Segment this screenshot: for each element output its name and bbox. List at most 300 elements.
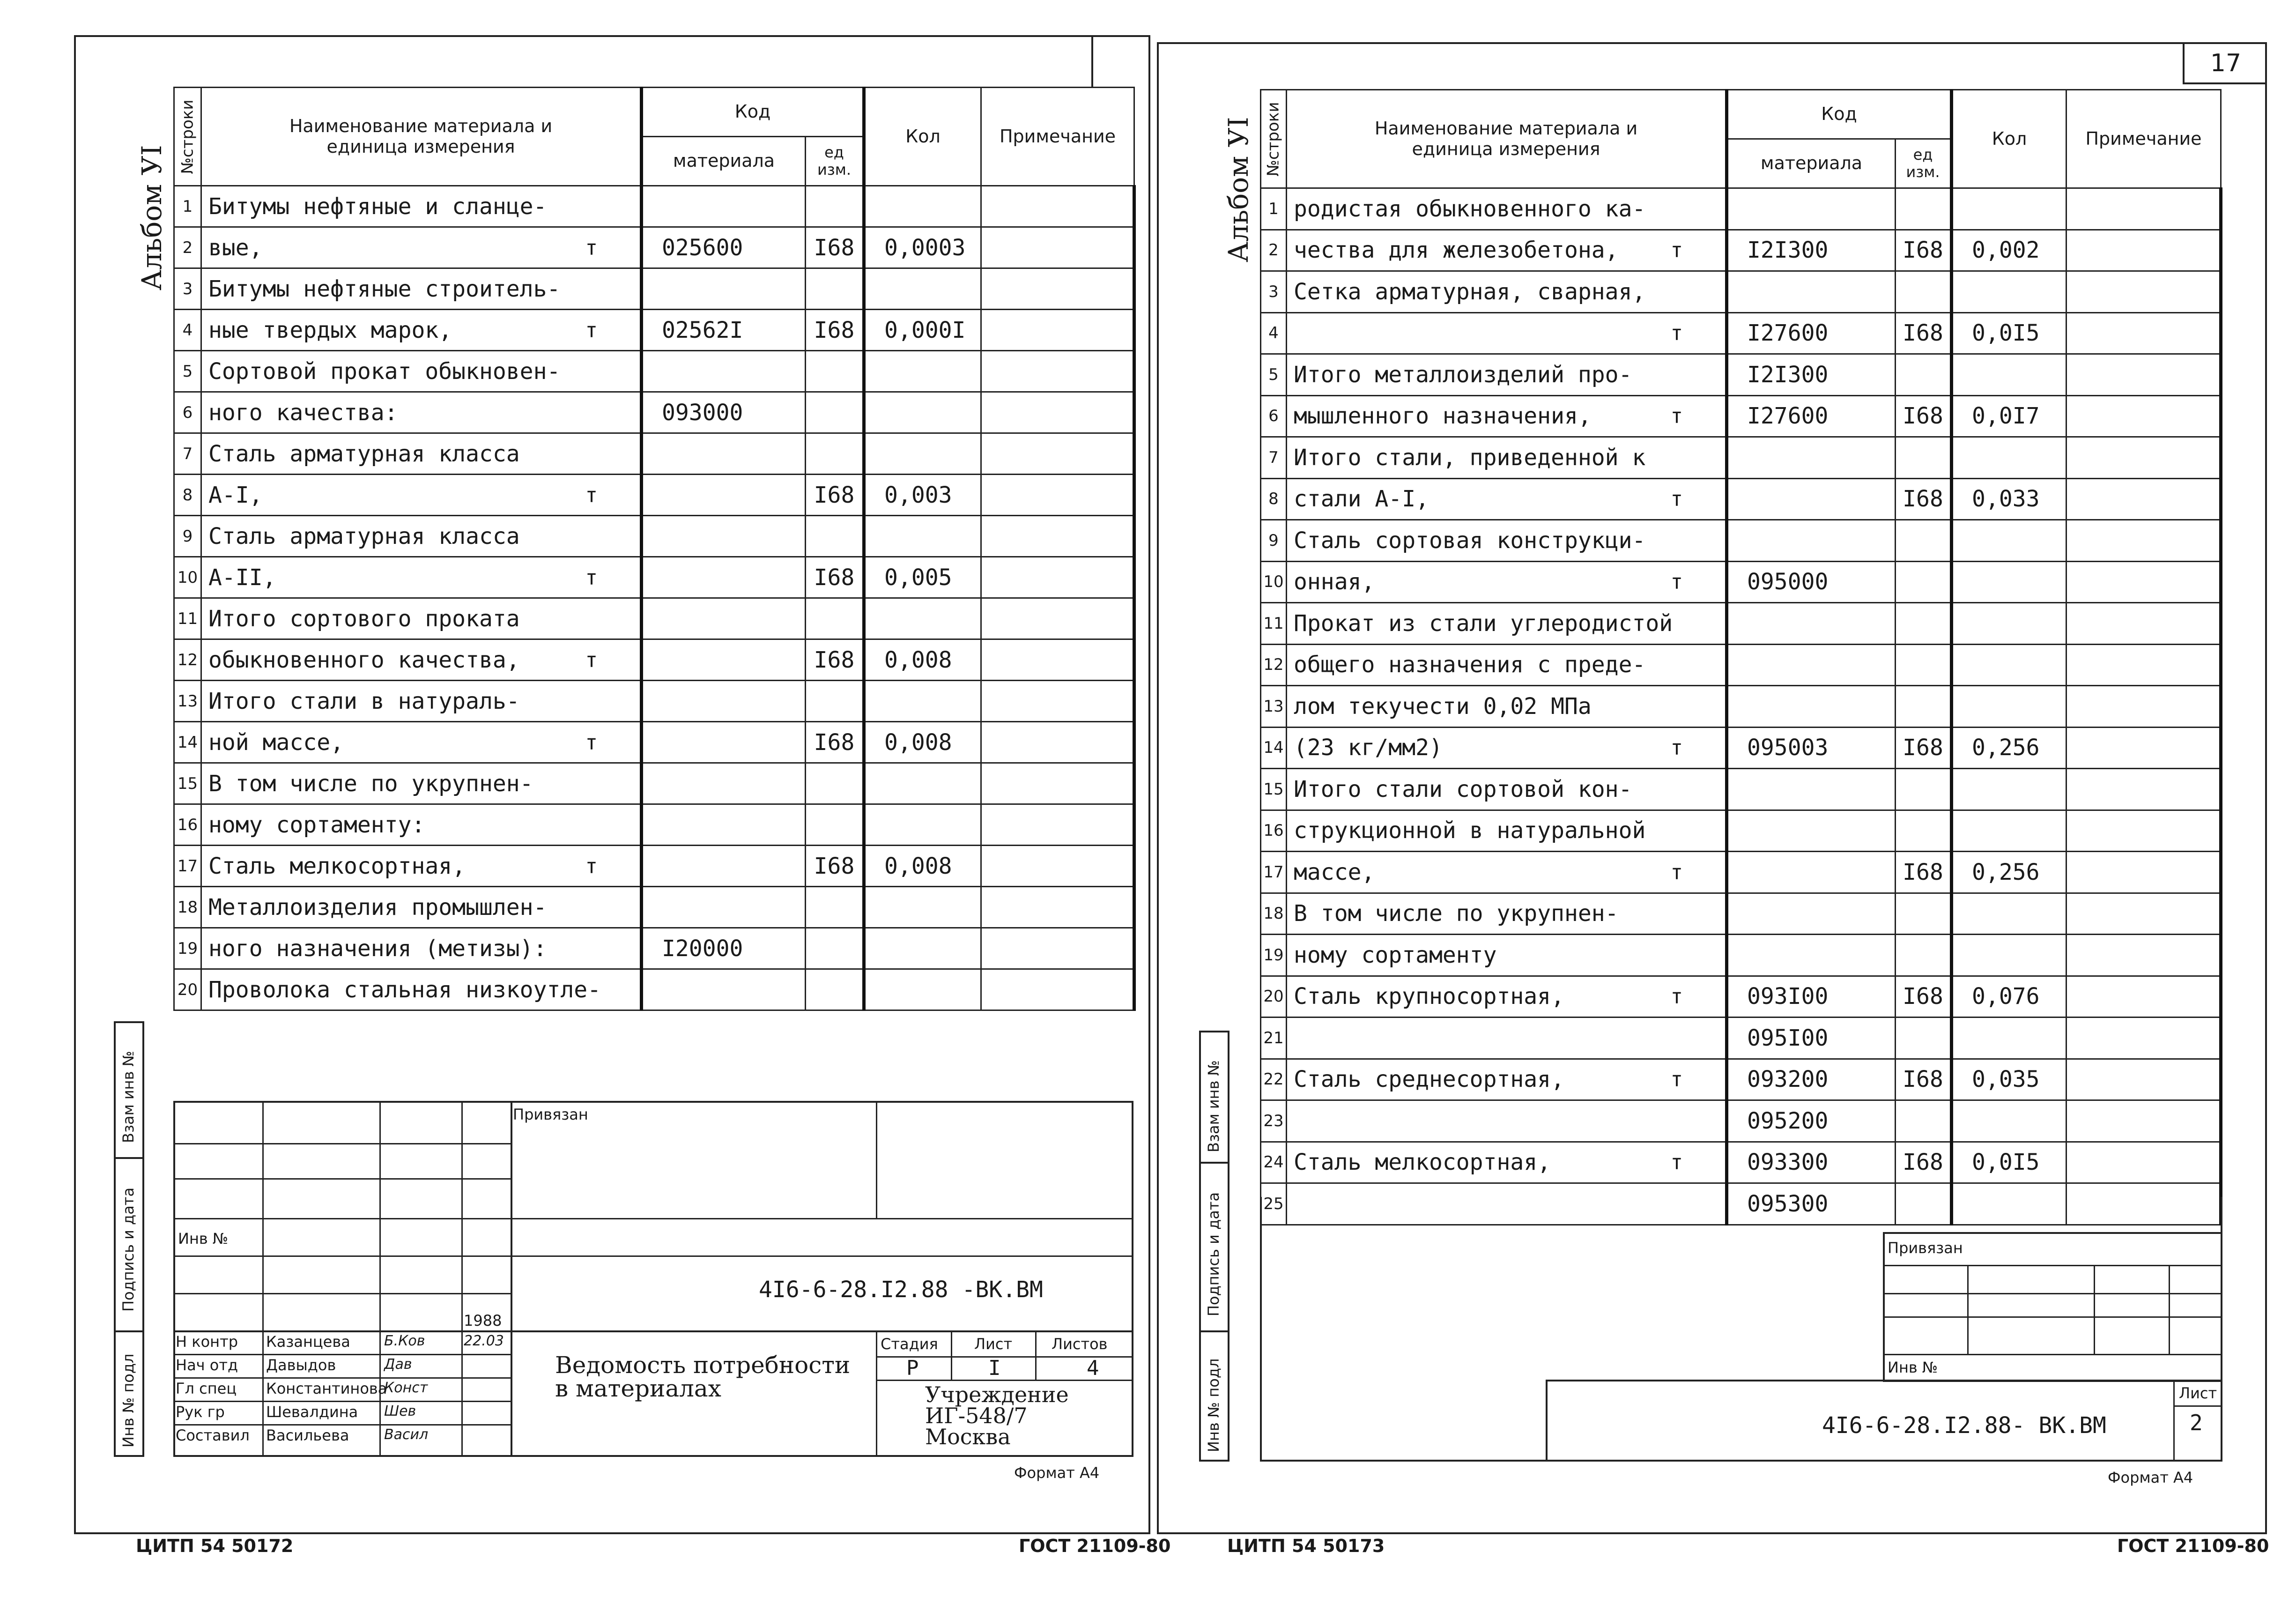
table-row (1261, 312, 2221, 354)
quantity (1952, 893, 2066, 935)
note (981, 598, 1134, 639)
row-number: 15 (174, 763, 201, 804)
material-name (201, 763, 642, 804)
note (2066, 354, 2221, 396)
signature: Б.Ков (384, 1333, 425, 1349)
row-number: 17 (174, 846, 201, 887)
unit-code (1896, 561, 1952, 603)
material-name (1287, 644, 1727, 686)
unit-code: I68 (1896, 1059, 1952, 1100)
listov-label: Листов (1052, 1335, 1108, 1353)
material-code (642, 722, 806, 763)
material-code (642, 475, 806, 516)
divider (1199, 1162, 1229, 1164)
header-name: Наименование материала и единица измерения (201, 88, 642, 186)
row-number: 13 (1261, 686, 1287, 728)
header-material: материала (1727, 139, 1896, 188)
quantity (1952, 354, 2066, 396)
material-code: 093000 (642, 392, 806, 433)
material-code (642, 887, 806, 928)
table-row (174, 186, 1134, 227)
note (981, 887, 1134, 928)
note (2066, 893, 2221, 935)
quantity (1952, 188, 2066, 230)
table-row (1261, 478, 2221, 520)
quantity (864, 516, 981, 557)
material-name-text: Сталь арматурная класса (208, 440, 520, 467)
row-number: 20 (174, 969, 201, 1010)
page-number: 17 (2183, 42, 2267, 84)
role-label: Составил (176, 1426, 250, 1444)
unit-code: I68 (806, 475, 864, 516)
quantity (864, 351, 981, 392)
material-code (642, 557, 806, 598)
person-name: Шевалдина (266, 1403, 358, 1421)
quantity (1952, 561, 2066, 603)
row-number: 4 (174, 310, 201, 351)
stadia-value: Р (906, 1356, 919, 1380)
material-name-text: Сталь крупносортная, (1294, 983, 1564, 1010)
table-row (174, 681, 1134, 722)
material-code: 02562I (642, 310, 806, 351)
material-name (1287, 1017, 1727, 1059)
material-name (1287, 603, 1727, 645)
material-code: 093200 (1727, 1059, 1896, 1100)
header-note: Примечание (2066, 90, 2221, 188)
quantity: 0,035 (1952, 1059, 2066, 1100)
table-row (1261, 520, 2221, 562)
unit-code (806, 681, 864, 722)
material-name-text: ному сортаменту (1294, 942, 1497, 968)
table-row (1261, 727, 2221, 769)
material-name (201, 351, 642, 392)
row-number: 6 (174, 392, 201, 433)
right-material-table (1260, 89, 2222, 1225)
unit-code: I68 (1896, 1142, 1952, 1183)
material-code: 095300 (1727, 1183, 1896, 1225)
role-label: Гл спец (176, 1380, 237, 1397)
divider (173, 1424, 511, 1426)
note (981, 639, 1134, 681)
quantity (864, 598, 981, 639)
list-value: 2 (2190, 1410, 2203, 1435)
divider (173, 1377, 511, 1379)
material-code (642, 351, 806, 392)
divider (2173, 1405, 2222, 1407)
note (2066, 603, 2221, 645)
material-name-text: общего назначения с преде- (1294, 652, 1646, 678)
material-name (201, 928, 642, 969)
note (981, 763, 1134, 804)
quantity (1952, 644, 2066, 686)
material-name (201, 227, 642, 268)
date: 22.03 (464, 1333, 504, 1349)
unit-code (1896, 354, 1952, 396)
unit-label: т (1670, 1150, 1683, 1174)
signature: Дав (384, 1356, 412, 1373)
table-row (174, 516, 1134, 557)
material-name (1287, 727, 1727, 769)
row-number: 18 (174, 887, 201, 928)
material-name (1287, 893, 1727, 935)
unit-code (1896, 1100, 1952, 1142)
divider (951, 1330, 952, 1380)
header-code: Код (1727, 90, 1952, 139)
header-code: Код (642, 88, 864, 137)
material-code: 095I00 (1727, 1017, 1896, 1059)
note (2066, 271, 2221, 313)
unit-label: т (1670, 860, 1683, 884)
unit-label: т (1670, 570, 1683, 594)
note (2066, 1100, 2221, 1142)
divider (511, 1101, 512, 1457)
material-name-text: стали А-I, (1294, 486, 1429, 512)
format-label: Формат А4 (2108, 1469, 2193, 1486)
row-number: 13 (174, 681, 201, 722)
row-number: 9 (1261, 520, 1287, 562)
material-code (1727, 520, 1896, 562)
divider (173, 1255, 1133, 1257)
material-code (642, 516, 806, 557)
side-label-podpis: Подпись и дата (1205, 1192, 1222, 1316)
divider (876, 1101, 877, 1218)
quantity: 0,002 (1952, 230, 2066, 271)
table-row (1261, 561, 2221, 603)
quantity: 0,008 (864, 639, 981, 681)
row-number: 12 (1261, 644, 1287, 686)
row-number: 22 (1261, 1059, 1287, 1100)
unit-code: I68 (806, 639, 864, 681)
table-row (174, 928, 1134, 969)
material-name (201, 681, 642, 722)
unit-label: т (585, 648, 598, 672)
material-name (1287, 395, 1727, 437)
material-code: I20000 (642, 928, 806, 969)
note (981, 969, 1134, 1010)
unit-code (1896, 271, 1952, 313)
header-unit: ед изм. (806, 137, 864, 186)
table-row (174, 639, 1134, 681)
unit-code (806, 598, 864, 639)
material-name-text: ного качества: (208, 399, 398, 426)
divider (1883, 1316, 2222, 1318)
row-number: 5 (174, 351, 201, 392)
table-row (174, 846, 1134, 887)
note (2066, 810, 2221, 852)
note (2066, 769, 2221, 810)
unit-code (1896, 603, 1952, 645)
header-name: Наименование материала и единица измерения (1287, 90, 1727, 188)
unit-code: I68 (806, 227, 864, 268)
role-label: Н контр (176, 1333, 238, 1351)
role-label: Рук гр (176, 1403, 225, 1421)
material-name (201, 804, 642, 846)
material-name (1287, 230, 1727, 271)
material-code: I2I300 (1727, 354, 1896, 396)
material-code (1727, 852, 1896, 893)
material-name (201, 722, 642, 763)
quantity (1952, 603, 2066, 645)
org-line-1: Учреждение (925, 1382, 1069, 1407)
table-row (1261, 1142, 2221, 1183)
material-name (201, 516, 642, 557)
material-name-text: ной массе, (208, 729, 344, 756)
quantity (1952, 935, 2066, 976)
header-row-no: №строки (174, 88, 201, 186)
unit-code: I68 (806, 310, 864, 351)
divider (1035, 1330, 1037, 1380)
material-code (642, 804, 806, 846)
table-row (1261, 769, 2221, 810)
row-number: 25 (1261, 1183, 1287, 1225)
side-label-vzam: Взам инв № (1205, 1060, 1222, 1152)
material-name-text: чества для железобетона, (1294, 237, 1619, 264)
album-label-left: Альбом УI (136, 145, 168, 290)
material-code (1727, 810, 1896, 852)
note (2066, 976, 2221, 1017)
quantity (864, 969, 981, 1010)
divider (173, 1218, 1133, 1219)
row-number: 16 (174, 804, 201, 846)
quantity (864, 186, 981, 227)
table-row (1261, 395, 2221, 437)
footer-left-code: ЦИТП 54 50172 (136, 1536, 294, 1556)
material-code (642, 598, 806, 639)
doc-title-1: Ведомость потребности (555, 1352, 851, 1379)
material-name-text: Сетка арматурная, сварная, (1294, 278, 1646, 305)
table-row (174, 268, 1134, 310)
note (2066, 312, 2221, 354)
material-name (1287, 312, 1727, 354)
footer-right-code: ЦИТП 54 50173 (1227, 1536, 1385, 1556)
quantity: 0,0003 (864, 227, 981, 268)
note (2066, 188, 2221, 230)
table-row (174, 433, 1134, 475)
divider (876, 1330, 877, 1457)
note (981, 681, 1134, 722)
material-name (201, 433, 642, 475)
quantity (1952, 686, 2066, 728)
unit-label: т (1670, 1067, 1683, 1092)
unit-code: I68 (1896, 312, 1952, 354)
material-code (1727, 437, 1896, 479)
material-name (1287, 1059, 1727, 1100)
material-name-text: Прокат из стали углеродистой (1294, 610, 1673, 637)
side-label-inv: Инв № подл (119, 1353, 137, 1448)
quantity (1952, 810, 2066, 852)
row-number: 10 (1261, 561, 1287, 603)
note (2066, 561, 2221, 603)
table-row (1261, 271, 2221, 313)
note (2066, 727, 2221, 769)
divider (1883, 1354, 2222, 1355)
material-name (201, 392, 642, 433)
table-row (1261, 810, 2221, 852)
note (2066, 478, 2221, 520)
row-number: 23 (1261, 1100, 1287, 1142)
material-name (1287, 520, 1727, 562)
unit-code (806, 351, 864, 392)
material-name-text: Итого стали, приведенной к (1294, 444, 1646, 471)
note (981, 310, 1134, 351)
quantity: 0,256 (1952, 727, 2066, 769)
note (2066, 437, 2221, 479)
divider (1199, 1330, 1229, 1332)
row-number: 7 (1261, 437, 1287, 479)
row-number: 14 (174, 722, 201, 763)
header-qty: Кол (1952, 90, 2066, 188)
material-name-text: Сортовой прокат обыкновен- (208, 358, 561, 385)
divider (173, 1178, 511, 1180)
person-name: Давыдов (266, 1356, 336, 1374)
material-name (201, 557, 642, 598)
header-material: материала (642, 137, 806, 186)
quantity (1952, 1017, 2066, 1059)
quantity: 0,005 (864, 557, 981, 598)
table-row (1261, 935, 2221, 976)
material-name (201, 846, 642, 887)
table-row (1261, 1100, 2221, 1142)
row-number: 12 (174, 639, 201, 681)
quantity (1952, 769, 2066, 810)
unit-label: т (585, 236, 598, 260)
divider (173, 1354, 511, 1355)
unit-code (806, 268, 864, 310)
doc-code: 4I6-6-28.I2.88 -ВК.ВМ (759, 1277, 1043, 1303)
material-code: 095000 (1727, 561, 1896, 603)
note (981, 722, 1134, 763)
divider (2169, 1265, 2170, 1354)
note (981, 186, 1134, 227)
note (2066, 395, 2221, 437)
row-number: 6 (1261, 395, 1287, 437)
unit-code: I68 (1896, 230, 1952, 271)
material-name-text: А-I, (208, 482, 263, 508)
unit-code (1896, 644, 1952, 686)
divider (1883, 1265, 2222, 1266)
note (981, 846, 1134, 887)
role-label: Нач отд (176, 1356, 238, 1374)
row-number: 18 (1261, 893, 1287, 935)
material-name-text: родистая обыкновенного ка- (1294, 195, 1646, 222)
material-code: 093I00 (1727, 976, 1896, 1017)
material-name-text: онная, (1294, 569, 1375, 595)
doc-title-2: в материалах (555, 1375, 721, 1402)
note (981, 351, 1134, 392)
material-name (201, 186, 642, 227)
row-number: 3 (174, 268, 201, 310)
note (2066, 1059, 2221, 1100)
material-code (1727, 603, 1896, 645)
material-name-text: ного назначения (метизы): (208, 935, 547, 962)
note (981, 557, 1134, 598)
quantity (864, 887, 981, 928)
material-code (1727, 478, 1896, 520)
material-code: I2I300 (1727, 230, 1896, 271)
table-row (1261, 686, 2221, 728)
material-code (642, 186, 806, 227)
unit-code: I68 (806, 846, 864, 887)
unit-code (1896, 810, 1952, 852)
material-name-text: Итого сортового проката (208, 605, 520, 632)
material-name (1287, 852, 1727, 893)
note (2066, 230, 2221, 271)
unit-code: I68 (806, 722, 864, 763)
signature: Конст (384, 1380, 428, 1396)
org-line-3: Москва (925, 1424, 1011, 1449)
material-code (642, 639, 806, 681)
material-code (642, 846, 806, 887)
unit-code (806, 186, 864, 227)
unit-label: т (1670, 321, 1683, 345)
unit-code (806, 392, 864, 433)
row-number: 20 (1261, 976, 1287, 1017)
table-row (174, 887, 1134, 928)
privyazan-label: Привязан (513, 1106, 588, 1123)
quantity (864, 268, 981, 310)
row-number: 1 (1261, 188, 1287, 230)
material-name-text: Сталь среднесортная, (1294, 1066, 1564, 1093)
unit-label: т (1670, 238, 1683, 262)
material-name (1287, 1100, 1727, 1142)
material-code (642, 681, 806, 722)
unit-label: т (1670, 487, 1683, 511)
row-number: 16 (1261, 810, 1287, 852)
note (981, 804, 1134, 846)
row-number: 8 (1261, 478, 1287, 520)
listov-value: 4 (1087, 1356, 1099, 1380)
divider (379, 1101, 381, 1457)
row-number: 14 (1261, 727, 1287, 769)
quantity (864, 763, 981, 804)
material-code (1727, 893, 1896, 935)
divider (2094, 1265, 2095, 1354)
table-row (174, 351, 1134, 392)
table-row (174, 475, 1134, 516)
unit-code (806, 928, 864, 969)
list-value: I (988, 1356, 1001, 1380)
signature: Васил (384, 1426, 429, 1443)
material-code (1727, 188, 1896, 230)
doc-code: 4I6-6-28.I2.88- ВК.ВМ (1822, 1412, 2106, 1439)
note (981, 268, 1134, 310)
unit-label: т (585, 854, 598, 878)
divider (461, 1101, 463, 1457)
side-label-inv: Инв № подл (1205, 1358, 1222, 1452)
row-number: 11 (174, 598, 201, 639)
table-row (1261, 893, 2221, 935)
format-label: Формат А4 (1014, 1464, 1100, 1482)
divider (114, 1330, 144, 1332)
unit-code (1896, 893, 1952, 935)
note (2066, 1017, 2221, 1059)
left-material-table (173, 87, 1136, 1011)
divider (173, 1101, 1133, 1103)
quantity: 0,0I5 (1952, 1142, 2066, 1183)
note (981, 433, 1134, 475)
row-number: 5 (1261, 354, 1287, 396)
unit-label: т (585, 730, 598, 754)
unit-label: т (1670, 735, 1683, 760)
note (2066, 520, 2221, 562)
left-page-box (1091, 35, 1150, 87)
material-name (1287, 437, 1727, 479)
inv-no-label: Инв № (178, 1230, 229, 1248)
unit-code (1896, 1017, 1952, 1059)
unit-code: I68 (1896, 727, 1952, 769)
table-row (1261, 437, 2221, 479)
unit-code (1896, 769, 1952, 810)
